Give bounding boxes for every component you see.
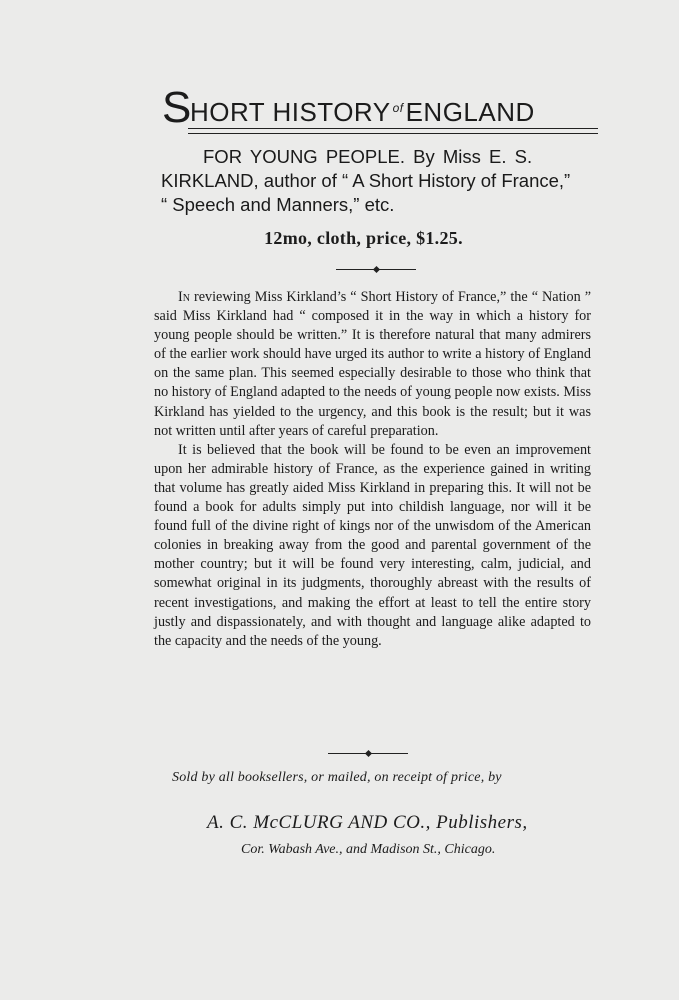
ornament-divider-top: [336, 265, 416, 273]
publisher-address: Cor. Wabash Ave., and Madison St., Chicago.: [241, 842, 496, 857]
diamond-ornament: [372, 265, 379, 272]
ornament-divider-bottom: [328, 749, 408, 757]
subtitle-line-3: “ Speech and Manners,” etc.: [161, 194, 395, 215]
subtitle-line-1: FOR YOUNG PEOPLE. By Miss E. S.: [203, 146, 533, 167]
book-subtitle: [161, 145, 601, 217]
title-double-rule: [188, 128, 598, 134]
price-line: [0, 228, 679, 249]
paragraph-2: It is believed that the book will be found to be even an improvement upon her admirable history of France, as the experience gained in writing that volume has greatly aided Miss Kirkland in preparing this. It will not be found a book for adults simply put into childish language, nor will it be found full of the divine right of kings nor of the unwisdom of the American colonies in breaking away from the good and parental government of the mother country; but it will be found very interesting, calm, judicial, and somewhat original in its judgments, thoroughly abreast with the results of recent investigations, and making the effort at least to tell the entire story justly and dispassionately, and with thought and language alike adapted to the capacity and the needs of the young.: [154, 441, 591, 649]
title-part2: ENGLAND: [405, 97, 535, 127]
price-text: 12mo, cloth, price, $1.25.: [264, 228, 463, 248]
paragraph-1-lead: In: [178, 289, 190, 305]
subtitle-line-2: KIRKLAND, author of “ A Short History of France,”: [161, 170, 571, 191]
diamond-ornament: [364, 749, 371, 756]
title-part1: HORT HISTORY: [190, 97, 391, 127]
book-title: [162, 83, 598, 132]
paragraph-1-text: reviewing Miss Kirkland’s “ Short History of France,” the “ Nation ” said Miss Kirkland had “ composed it in the way in which a history for young people should be written.” It is therefore natural that many admirers of the earlier work should have urged its author to write a history of England on the same plan. This seemed especially desirable to those who think that no history of England adapted to the needs of young people now exists. Miss Kirkland has yielded to the urgency, and this book is the result; but it was not written until after years of careful preparation.: [154, 289, 591, 439]
review-text: [154, 288, 591, 651]
title-text: [162, 83, 598, 132]
sold-by-line: Sold by all booksellers, or mailed, on receipt of price, by: [172, 770, 502, 785]
paragraph-1: [154, 288, 591, 441]
title-initial: S: [162, 83, 192, 132]
title-remainder: [190, 94, 535, 126]
publisher-name: A. C. McCLURG AND CO., Publishers,: [207, 812, 528, 833]
title-of: of: [392, 101, 404, 115]
